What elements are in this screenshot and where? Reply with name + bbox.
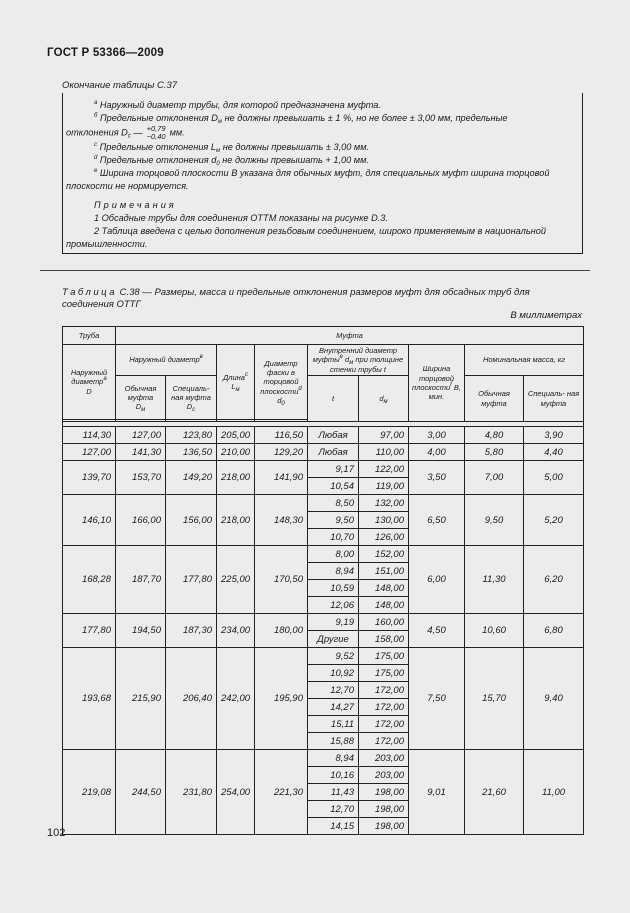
cell-inner-diameter: 198,00: [359, 818, 409, 835]
cell-wall-thickness: 9,52: [308, 648, 359, 665]
cell-inner-diameter: 97,00: [359, 427, 409, 444]
cell-mass-special: 6,80: [524, 614, 584, 648]
cell-regular-diameter: 244,50: [116, 750, 166, 835]
cell-wall-thickness: 8,00: [308, 546, 359, 563]
cell-regular-diameter: 166,00: [116, 495, 166, 546]
cell-regular-diameter: 187,70: [116, 546, 166, 614]
header-t: t: [308, 376, 359, 422]
table-row: [63, 495, 584, 512]
cell-wall-thickness: 10,59: [308, 580, 359, 597]
cell-chamfer: 148,30: [255, 495, 308, 546]
cell-mass-regular: 5,80: [465, 444, 524, 461]
cell-face-width: 9,01: [409, 750, 465, 835]
note-1: 1 Обсадные трубы для соединения ОТТМ показаны на рисунке D.3.: [94, 213, 388, 224]
table-row: [63, 648, 584, 665]
cell-inner-diameter: 160,00: [359, 614, 409, 631]
table-row: [63, 461, 584, 478]
header-inner: Внутренний диаметр муфты$^е$ $d_м$ при толщине стенки трубы t: [308, 345, 409, 376]
cell-mass-regular: 7,00: [465, 461, 524, 495]
header-chamfer: Диаметр фаски в торцовой плоскости$^d$ $d_0$: [255, 345, 308, 420]
cell-inner-diameter: 203,00: [359, 767, 409, 784]
cell-inner-diameter: 130,00: [359, 512, 409, 529]
cell-regular-diameter: 215,90: [116, 648, 166, 750]
cell-special-diameter: 231,80: [166, 750, 217, 835]
header-mass: Номинальная масса, кг: [465, 345, 584, 376]
cell-wall-thickness: Другие: [308, 631, 359, 648]
cell-face-width: 4,00: [409, 444, 465, 461]
cell-wall-thickness: 10,92: [308, 665, 359, 682]
cell-inner-diameter: 119,00: [359, 478, 409, 495]
footnote-b: $^б$ Предельные отклонения $D_м$ не должны превышать ± 1 %, но не более ± 3,00 мм, предельные: [94, 113, 508, 126]
cell-wall-thickness: 14,27: [308, 699, 359, 716]
cell-inner-diameter: 122,00: [359, 461, 409, 478]
cell-special-diameter: 136,50: [166, 444, 217, 461]
cell-inner-diameter: 110,00: [359, 444, 409, 461]
cell-mass-special: 5,20: [524, 495, 584, 546]
cell-mass-regular: 9,50: [465, 495, 524, 546]
cell-wall-thickness: 12,06: [308, 597, 359, 614]
cell-face-width: 4,50: [409, 614, 465, 648]
cell-length: 254,00: [217, 750, 255, 835]
cell-inner-diameter: 172,00: [359, 733, 409, 750]
cell-mass-special: 4,40: [524, 444, 584, 461]
cell-chamfer: 195,90: [255, 648, 308, 750]
cell-inner-diameter: 148,00: [359, 597, 409, 614]
cell-wall-thickness: 9,17: [308, 461, 359, 478]
cell-pipe-diameter: 168,28: [63, 546, 116, 614]
table-footnotes: [66, 99, 578, 251]
cell-pipe-diameter: 127,00: [63, 444, 116, 461]
cell-length: 225,00: [217, 546, 255, 614]
cell-pipe-diameter: 219,08: [63, 750, 116, 835]
cell-wall-thickness: 15,88: [308, 733, 359, 750]
header-coupling: Муфта: [116, 327, 584, 345]
cell-regular-diameter: 127,00: [116, 427, 166, 444]
cell-length: 210,00: [217, 444, 255, 461]
cell-wall-thickness: 12,70: [308, 682, 359, 699]
cell-special-diameter: 187,30: [166, 614, 217, 648]
header-outer-coupling: Наружный диаметр$^в$: [116, 345, 217, 376]
cell-wall-thickness: 14,15: [308, 818, 359, 835]
cell-pipe-diameter: 114,30: [63, 427, 116, 444]
cell-inner-diameter: 175,00: [359, 648, 409, 665]
cell-length: 218,00: [217, 495, 255, 546]
cell-wall-thickness: 11,43: [308, 784, 359, 801]
header-length: Длина$^с$ $L_м$: [217, 345, 255, 420]
cell-regular-diameter: 153,70: [116, 461, 166, 495]
cell-face-width: 6,00: [409, 546, 465, 614]
cell-inner-diameter: 151,00: [359, 563, 409, 580]
cell-mass-regular: 15,70: [465, 648, 524, 750]
cell-pipe-diameter: 193,68: [63, 648, 116, 750]
cell-chamfer: 116,50: [255, 427, 308, 444]
cell-inner-diameter: 172,00: [359, 716, 409, 733]
cell-chamfer: 141,90: [255, 461, 308, 495]
cell-wall-thickness: 9,19: [308, 614, 359, 631]
cell-mass-regular: 11,30: [465, 546, 524, 614]
cell-mass-special: 3,90: [524, 427, 584, 444]
table-row: [63, 750, 584, 767]
header-width: Ширина торцовой плоскости$^f$ В, мин.: [409, 345, 465, 422]
table-units: В миллиметрах: [510, 310, 582, 321]
cell-chamfer: 170,50: [255, 546, 308, 614]
cell-pipe-diameter: 146,10: [63, 495, 116, 546]
header-dm: $d_м$: [359, 376, 409, 422]
header-special: Специаль- ная муфта $D_с$: [166, 376, 217, 420]
cell-inner-diameter: 148,00: [359, 580, 409, 597]
header-mass-regular: Обычная муфта: [465, 376, 524, 422]
cell-wall-thickness: 8,94: [308, 750, 359, 767]
cell-special-diameter: 177,80: [166, 546, 217, 614]
table-row: [63, 444, 584, 461]
cell-mass-regular: 10,60: [465, 614, 524, 648]
table-row: [63, 614, 584, 631]
footnote-a: $^a$ Наружный диаметр трубы, для которой предназначена муфта.: [94, 100, 381, 110]
table-row: [63, 546, 584, 563]
cell-chamfer: 221,30: [255, 750, 308, 835]
cell-face-width: 3,50: [409, 461, 465, 495]
cell-pipe-diameter: 177,80: [63, 614, 116, 648]
cell-mass-regular: 21,60: [465, 750, 524, 835]
cell-inner-diameter: 172,00: [359, 699, 409, 716]
footnote-b-continuation: отклонения $D_с$ — +0,79 −0,40 мм.: [66, 124, 185, 141]
cell-wall-thickness: 12,70: [308, 801, 359, 818]
cell-wall-thickness: 8,94: [308, 563, 359, 580]
cell-inner-diameter: 172,00: [359, 682, 409, 699]
header-regular: Обычная муфта $D_м$: [116, 376, 166, 420]
cell-mass-special: 11,00: [524, 750, 584, 835]
cell-regular-diameter: 194,50: [116, 614, 166, 648]
header-pipe: Труба: [63, 327, 116, 345]
footnote-c: $^с$ Предельные отклонения $L_м$ не должны превышать ± 3,00 мм.: [94, 141, 370, 154]
cell-wall-thickness: 10,70: [308, 529, 359, 546]
cell-wall-thickness: 9,50: [308, 512, 359, 529]
cell-face-width: 7,50: [409, 648, 465, 750]
cell-chamfer: 180,00: [255, 614, 308, 648]
cell-mass-special: 9,40: [524, 648, 584, 750]
cell-regular-diameter: 141,30: [116, 444, 166, 461]
cell-inner-diameter: 175,00: [359, 665, 409, 682]
cell-face-width: 6,50: [409, 495, 465, 546]
coupling-dimensions-table: [62, 326, 584, 835]
cell-special-diameter: 206,40: [166, 648, 217, 750]
cell-wall-thickness: 15,11: [308, 716, 359, 733]
continuation-title: Окончание таблицы С.37: [62, 80, 178, 91]
cell-inner-diameter: 152,00: [359, 546, 409, 563]
cell-inner-diameter: 198,00: [359, 784, 409, 801]
cell-special-diameter: 123,80: [166, 427, 217, 444]
note-2: 2 Таблица введена с целью дополнения резьбовым соединением, широко применяемым в национальной промышленности.: [66, 226, 546, 250]
table-body: [63, 427, 584, 835]
cell-mass-regular: 4,80: [465, 427, 524, 444]
document-header: ГОСТ Р 53366—2009: [47, 47, 164, 59]
cell-face-width: 3,00: [409, 427, 465, 444]
notes-heading: Примечания: [94, 200, 177, 211]
page-number: 102: [47, 827, 66, 839]
cell-chamfer: 129,20: [255, 444, 308, 461]
cell-wall-thickness: Любая: [308, 427, 359, 444]
cell-length: 234,00: [217, 614, 255, 648]
cell-length: 205,00: [217, 427, 255, 444]
cell-special-diameter: 149,20: [166, 461, 217, 495]
table-row: [63, 427, 584, 444]
header-mass-special: Специаль- ная муфта: [524, 376, 584, 422]
header-outer-pipe: Наружный диаметр$^а$ D: [63, 345, 116, 420]
cell-mass-special: 6,20: [524, 546, 584, 614]
table-caption: Таблица С.38 — Размеры, масса и предельные отклонения размеров муфт для обсадных труб для соединения ОТТГ: [62, 287, 530, 311]
cell-pipe-diameter: 139,70: [63, 461, 116, 495]
cell-inner-diameter: 132,00: [359, 495, 409, 512]
cell-wall-thickness: 8,50: [308, 495, 359, 512]
cell-mass-special: 5,00: [524, 461, 584, 495]
cell-inner-diameter: 198,00: [359, 801, 409, 818]
cell-inner-diameter: 158,00: [359, 631, 409, 648]
cell-wall-thickness: 10,54: [308, 478, 359, 495]
footnote-e: $^e$ Ширина торцовой плоскости В указана для обычных муфт, для специальных муфт ширина торцовой плоскости не нормируется.: [66, 168, 550, 192]
footnote-d: $^d$ Предельные отклонения $d_0$ не должны превышать + 1,00 мм.: [94, 154, 369, 167]
cell-length: 242,00: [217, 648, 255, 750]
cell-inner-diameter: 126,00: [359, 529, 409, 546]
cell-length: 218,00: [217, 461, 255, 495]
cell-inner-diameter: 203,00: [359, 750, 409, 767]
cell-wall-thickness: 10,16: [308, 767, 359, 784]
section-divider: [40, 270, 590, 271]
cell-wall-thickness: Любая: [308, 444, 359, 461]
cell-special-diameter: 156,00: [166, 495, 217, 546]
